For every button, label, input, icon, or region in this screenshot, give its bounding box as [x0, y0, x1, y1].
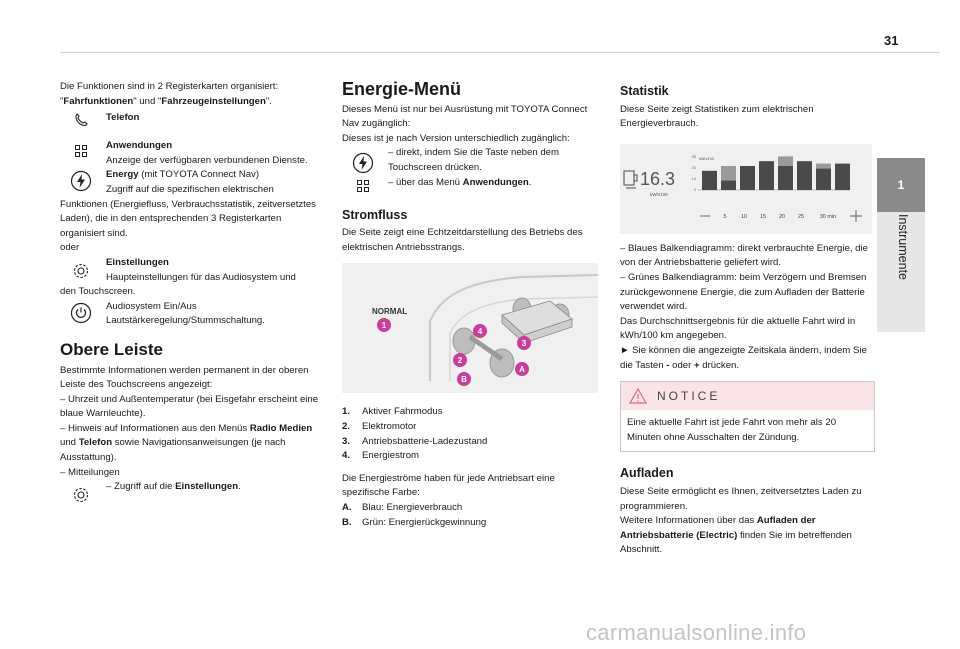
- page-number: 31: [884, 33, 899, 48]
- obere-item-1: – Uhrzeit und Außentemperatur (bei Eisgefahr erscheint eine blaue Warnleuchte).: [60, 393, 319, 420]
- avg-unit: kWh/100: [650, 191, 668, 197]
- oder-text: oder: [60, 242, 80, 254]
- column-middle: [342, 80, 600, 530]
- bar: [778, 166, 793, 190]
- energy-bolt-icon: [70, 170, 92, 192]
- notice-title: NOTICE: [657, 388, 721, 403]
- x-tick: 25: [797, 213, 805, 220]
- phone-icon: [74, 113, 88, 127]
- bar: [759, 161, 774, 190]
- bar: [778, 156, 793, 166]
- gear-icon: [72, 262, 90, 280]
- y-tick: 20: [691, 164, 696, 170]
- intro-text: Die Funktionen sind in 2 Registerkarten organisiert: "Fahrfunktionen" und "Fahrzeugeinstellungen".: [60, 81, 279, 107]
- stat-bullet-1: – Blaues Balkendiagramm: direkt verbrauchte Energie, die von der Antriebsbatterie geliefert wird.: [620, 242, 868, 269]
- energie-desc-1: Dieses Menü ist nur bei Ausrüstung mit TOYOTA Connect Nav zugänglich:: [342, 103, 588, 130]
- energy-continued: Funktionen (Energiefluss, Verbrauchsstatistik, zeitversetztes Laden), die in den entsprechenden 3 Registerkarten organisiert sind.: [60, 198, 316, 239]
- y-tick: 30: [691, 153, 696, 159]
- list-item: 2. Elektromotor: [342, 420, 417, 432]
- svg-text:B: B: [461, 375, 467, 385]
- x-tick: 10: [740, 213, 748, 220]
- x-tick: 20: [778, 213, 786, 220]
- energie-desc-2: Dieses ist je nach Version unterschiedlich zugänglich:: [342, 132, 570, 144]
- aufladen-desc: Diese Seite ermöglicht es Ihnen, zeitversetztes Laden zu programmieren.: [620, 485, 862, 512]
- bar: [797, 161, 812, 190]
- bar: [816, 168, 831, 190]
- powertrain-diagram: [342, 263, 598, 393]
- stat-bullet-3: Das Durchschnittsergebnis für die aktuelle Fahrt wird in kWh/100 km angegeben.: [620, 315, 856, 342]
- stromfluss-title: Stromfluss: [342, 207, 408, 222]
- avg-value: 16.3: [640, 168, 676, 189]
- einstellungen-entry: Einstellungen Haupteinstellungen für das Audiosystem und: [60, 256, 320, 285]
- obere-leiste-title: Obere Leiste: [60, 339, 163, 359]
- column-right: [620, 80, 875, 558]
- battery-gauge-icon: [624, 171, 637, 188]
- notice-text: Eine aktuelle Fahrt ist jede Fahrt von mehr als 20 Minuten ohne Ausschalten der Zündung.: [627, 417, 837, 443]
- audio-entry: Audiosystem Ein/Aus Lautstärkeregelung/Stummschaltung.: [60, 300, 320, 329]
- svg-text:3: 3: [521, 339, 527, 349]
- energie-menu-title: Energie-Menü: [342, 79, 462, 99]
- zoom-plus-button[interactable]: [850, 210, 862, 222]
- bar: [721, 180, 736, 190]
- statistik-desc: Diese Seite zeigt Statistiken zum elektrischen Energieverbrauch.: [620, 103, 814, 130]
- x-tick: 15: [759, 213, 767, 220]
- stromfluss-desc: Die Seite zeigt eine Echtzeitdarstellung des Betriebs des elektrischen Antriebsstrangs.: [342, 227, 583, 253]
- yaxis-unit: kWh/100: [699, 156, 714, 161]
- bar: [816, 163, 831, 168]
- gear-icon: [72, 486, 90, 504]
- bar: [702, 171, 717, 190]
- normal-label: NORMAL: [372, 307, 408, 317]
- bar-layer: [702, 156, 850, 190]
- y-tick: 10: [691, 175, 696, 181]
- list-item: 4. Energiestrom: [342, 450, 420, 462]
- bar: [721, 166, 736, 180]
- energy-bolt-icon: [352, 152, 374, 174]
- obere-item-2: – Hinweis auf Informationen aus den Menüs Radio Medien und Telefon sowie Navigationsanweisungen (je nach Ausstattung).: [60, 422, 313, 464]
- x-tick: 5: [723, 213, 727, 220]
- svg-text:1: 1: [381, 321, 387, 331]
- powertrain-illustration: [342, 263, 598, 393]
- warning-triangle-icon: [629, 388, 647, 404]
- statistics-chart: [620, 144, 872, 234]
- watermark: carmanualsonline.info: [586, 620, 807, 645]
- statistik-title: Statistik: [620, 84, 669, 98]
- obere-item-4: – Zugriff auf die Einstellungen.: [60, 480, 320, 504]
- energie-opt-2: – über das Menü Anwendungen.: [342, 176, 600, 192]
- y-tick: 0: [693, 186, 696, 192]
- telefon-entry: Telefon: [60, 111, 320, 127]
- energie-opt-1: – direkt, indem Sie die Taste neben dem Touchscreen drücken.: [342, 146, 600, 175]
- einstellungen-continued: den Touchscreen.: [60, 286, 136, 298]
- component-list: [342, 405, 600, 463]
- list-item: 3. Antriebsbatterie-Ladezustand: [342, 435, 488, 447]
- aufladen-title: Aufladen: [620, 466, 674, 481]
- header-rule: [60, 52, 940, 53]
- bar: [835, 163, 850, 189]
- chapter-label: Instrumente: [896, 214, 910, 281]
- column-left: [60, 80, 320, 504]
- notice-header: [621, 382, 874, 410]
- list-item: 1. Aktiver Fahrmodus: [342, 406, 443, 418]
- apps-grid-icon: [357, 180, 369, 192]
- stat-bullet-2: – Grünes Balkendiagramm: beim Verzögern und Bremsen zurückgewonnene Energie, die zum Aufladen der Batterie verwendet wird.: [620, 271, 867, 313]
- list-item: A. Blau: Energieverbrauch: [342, 501, 463, 513]
- apps-grid-icon: [75, 145, 87, 157]
- energy-entry: Energy (mit TOYOTA Connect Nav) Zugriff auf die spezifischen elektrischen: [60, 168, 320, 197]
- svg-text:2: 2: [457, 356, 463, 366]
- list-item: B. Grün: Energierückgewinnung: [342, 516, 487, 528]
- chapter-tab[interactable]: 1: [877, 158, 925, 212]
- flow-desc: Die Energieströme haben für jede Antriebsart eine spezifische Farbe:: [342, 472, 555, 499]
- statistics-illustration: [620, 144, 872, 234]
- bar: [740, 166, 755, 190]
- svg-text:A: A: [519, 365, 525, 375]
- notice-box: [620, 381, 875, 452]
- obere-desc: Bestimmte Informationen werden permanent in der oberen Leiste des Touchscreens angezeigt:: [60, 364, 309, 391]
- obere-item-3: – Mitteilungen: [60, 466, 120, 478]
- x-tick: 30 min: [819, 213, 837, 220]
- svg-text:4: 4: [477, 327, 483, 337]
- aufladen-ref: Weitere Informationen über das Aufladen der Antriebsbatterie (Electric) finden Sie im betreffenden Abschnitt.: [620, 515, 852, 556]
- flow-list: [342, 501, 600, 530]
- stat-bullet-4: ► Sie können die angezeigte Zeitskala ändern, indem Sie die Tasten - oder + drücken.: [620, 344, 867, 371]
- power-volume-icon: [70, 302, 92, 324]
- anwendungen-entry: Anwendungen Anzeige der verfügbaren verbundenen Dienste.: [60, 139, 320, 168]
